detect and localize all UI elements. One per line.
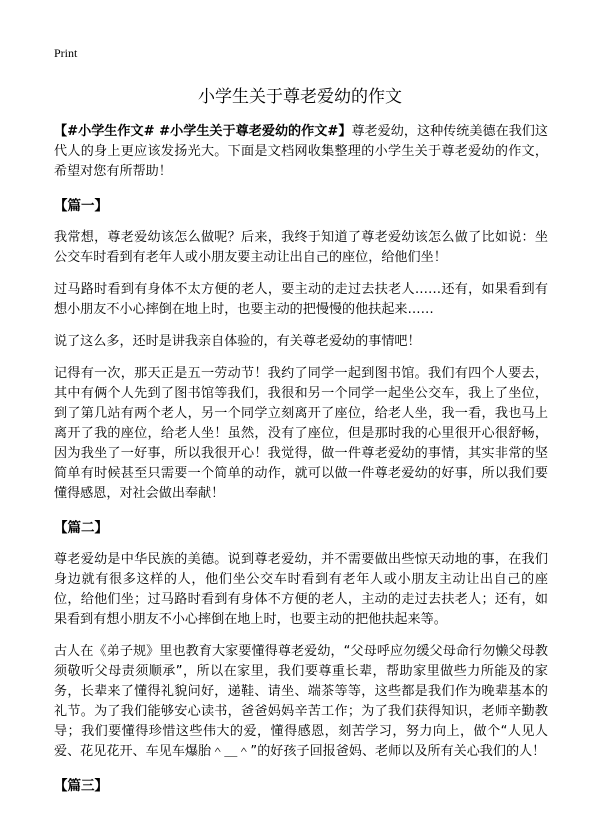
section-1-paragraph-3: 说了这么多，还时是讲我亲自体验的，有关尊老爱幼的事情吧！ (54, 334, 421, 349)
section-2-paragraph-1: 尊老爱幼是中华民族的美德。说到尊老爱幼，并不需要做出些惊天动地的事，在我们身边就有很多这样的人，他们坐公交车时看到有老年人或小朋友主动让出自己的座位，给他们坐；过马路时看到有身体不方便的老人，主动的走过去扶老人；还有，如果看到有想小朋友不小心摔倒在地上时，也要主动的把他扶起来等。 (54, 552, 548, 627)
intro-paragraph (54, 122, 548, 182)
section-heading-3: 【篇三】 (54, 778, 108, 794)
print-label: Print (54, 46, 78, 60)
section-heading-2: 【篇二】 (54, 520, 108, 536)
section-heading-1: 【篇一】 (54, 198, 108, 214)
section-1-paragraph-4: 记得有一次，那天正是五一劳动节！我约了同学一起到图书馆。我们有四个人要去，其中有俩个人先到了图书馆等我们，我很和另一个同学一起坐公交车，我上了坐位，到了第几站有两个老人，另一个同学立刻离开了座位，给老人坐，我一看，我也马上离开了我的座位，给老人坐！虽然，没有了座位，但是那时我的心里很开心很舒畅，因为我坐了一好事，所以我很开心！我觉得，做一件尊老爱幼的事情，其实非常的坚简单有时候甚至只需要一个简单的动作，就可以做一件尊老爱幼的好事，所以我们要懂得感恩，对社会做出奉献！ (54, 366, 548, 501)
page-title: 小学生关于尊老爱幼的作文 (198, 87, 402, 107)
section-1-paragraph-2: 过马路时看到有身体不太方便的老人，要主动的走过去扶老人……还有，如果看到有想小朋友不小心摔倒在地上时，也要主动的把慢慢的他扶起来…… (54, 282, 548, 317)
article-body (54, 122, 548, 808)
intro-text: 尊老爱幼，这种传统美德在我们这代人的身上更应该发扬光大。下面是文档网收集整理的小学生关于尊老爱幼的作文，希望对您有所帮助！ (54, 124, 548, 179)
section-1-paragraph-1: 我常想，尊老爱幼该怎么做呢？后来，我终于知道了尊老爱幼该怎么做了比如说：坐公交车时看到有老年人或小朋友要主动让出自己的座位，给他们坐！ (54, 230, 548, 265)
section-2-paragraph-2: 古人在《弟子规》里也教育大家要懂得尊老爱幼，“父母呼应勿缓父母命行勿懒父母教须敬听父母责须顺承”，所以在家里，我们要尊重长辈，帮助家里做些力所能及的家务，长辈来了懂得礼貌问好，递鞋、请坐、端茶等等，这些都是我们作为晚辈基本的礼节。为了我们能够安心读书，爸爸妈妈辛苦工作；为了我们获得知识，老师辛勤教导；我们要懂得珍惜这些伟大的爱，懂得感恩，刻苦学习，努力向上，做个“人见人爱、花见花开、车见车爆胎＾＿＾”的好孩子回报爸妈、老师以及所有关心我们的人！ (54, 644, 548, 759)
intro-tag: 【#小学生作文# #小学生关于尊老爱幼的作文#】 (54, 124, 352, 139)
